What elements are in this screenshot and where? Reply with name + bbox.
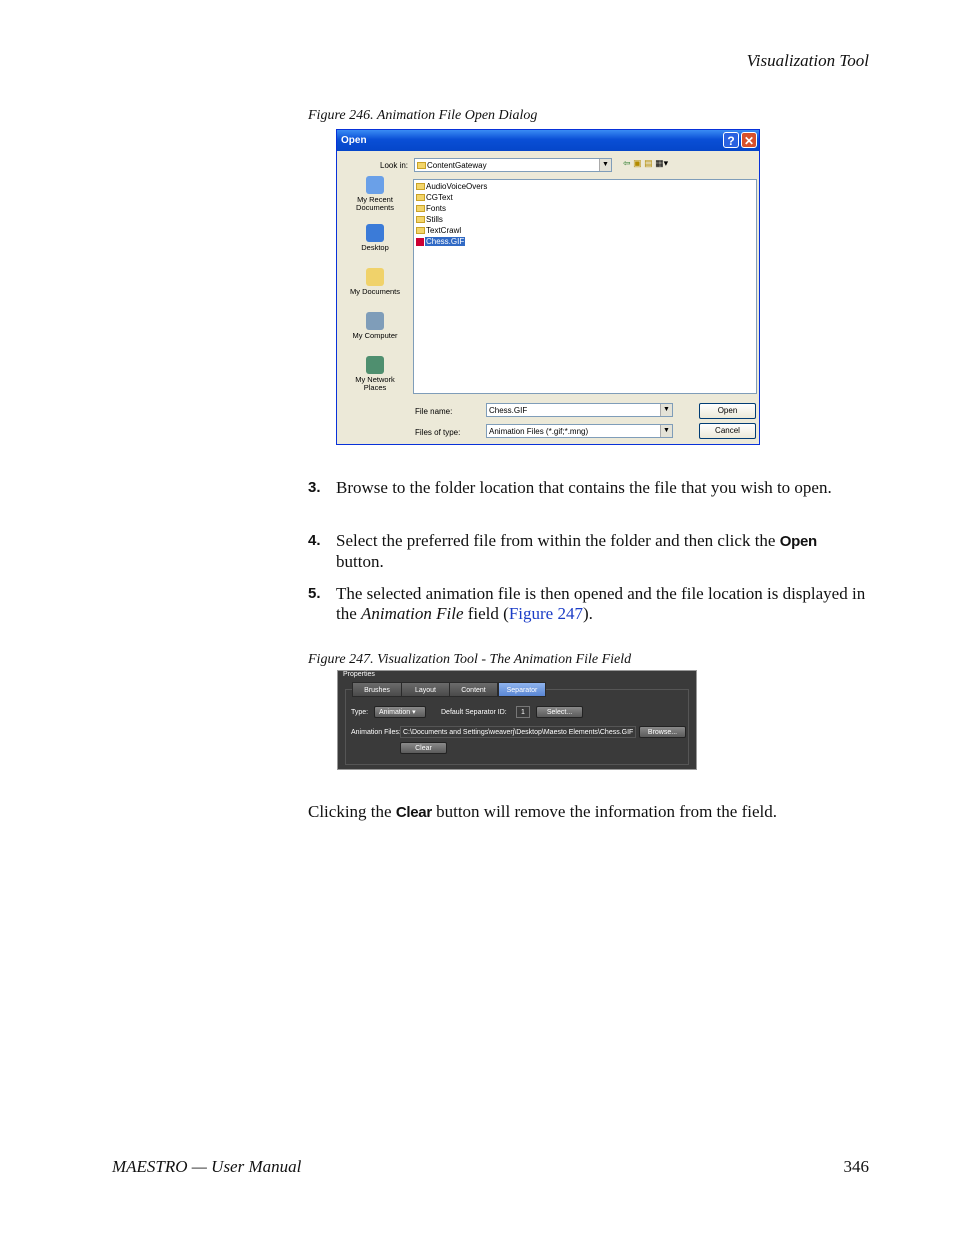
browse-button[interactable]: Browse... — [639, 726, 686, 738]
file-name: Fonts — [426, 204, 447, 213]
animation-files-field[interactable]: C:\Documents and Settings\weaverj\Desktop\Maesto Elements\Chess.GIF — [400, 726, 636, 738]
list-item[interactable] — [416, 182, 487, 192]
footer-manual-title: MAESTRO — User Manual — [112, 1157, 302, 1176]
chevron-down-icon: ▼ — [660, 404, 672, 416]
ui-term-open: Open — [779, 533, 817, 550]
place-label: My Recent Documents — [356, 195, 394, 212]
properties-panel — [337, 670, 697, 770]
text-segment: Clicking the — [308, 802, 396, 821]
clear-button[interactable]: Clear — [400, 742, 447, 754]
select-button[interactable]: Select... — [536, 706, 583, 718]
closing-paragraph — [308, 802, 888, 822]
type-label: Type: — [351, 709, 369, 716]
folder-icon — [416, 205, 425, 212]
step-text — [336, 584, 868, 624]
emphasis-animation-file: Animation File — [361, 604, 464, 623]
place-my-network[interactable] — [343, 356, 407, 392]
type-dropdown[interactable] — [374, 706, 426, 718]
step-text — [336, 531, 868, 572]
file-list[interactable] — [413, 179, 757, 394]
file-name: Chess.GIF — [426, 237, 465, 246]
my-documents-icon — [366, 268, 384, 286]
up-folder-icon[interactable]: ▣ — [633, 158, 642, 168]
text-segment: ). — [582, 604, 593, 623]
type-value: Animation — [379, 709, 411, 716]
file-name: AudioVoiceOvers — [426, 182, 488, 191]
tab-brushes[interactable]: Brushes — [352, 682, 402, 697]
place-label: Desktop — [361, 243, 389, 252]
list-item[interactable] — [416, 193, 453, 203]
back-icon[interactable]: ⇦ — [623, 158, 631, 168]
my-computer-icon — [366, 312, 384, 330]
place-my-computer[interactable] — [343, 312, 407, 340]
place-label: My Network Places — [355, 375, 395, 392]
figure-247-link[interactable]: Figure 247 — [508, 604, 583, 623]
file-name-value: Chess.GIF — [489, 406, 528, 415]
file-name-label: File name: — [415, 407, 453, 416]
list-item-selected[interactable] — [416, 237, 465, 247]
separator-id-label: Default Separator ID: — [441, 709, 507, 716]
file-name: CGText — [426, 193, 453, 202]
look-in-combo[interactable] — [414, 158, 612, 172]
text-segment: button will remove the information from the field. — [431, 802, 777, 821]
look-in-value: ContentGateway — [427, 161, 487, 170]
help-icon[interactable]: ? — [723, 132, 739, 148]
animation-files-label: Animation Files: — [351, 729, 401, 736]
cancel-button[interactable]: Cancel — [699, 423, 756, 439]
step-3 — [308, 478, 868, 498]
folder-icon — [417, 162, 426, 169]
text-segment: field ( — [463, 604, 509, 623]
look-in-label: Look in: — [380, 161, 409, 170]
tab-content[interactable]: Content — [449, 682, 498, 697]
files-of-type-value: Animation Files (*.gif;*.mng) — [489, 427, 589, 436]
place-recent[interactable] — [343, 176, 407, 212]
recent-documents-icon — [366, 176, 384, 194]
files-of-type-label: Files of type: — [415, 428, 461, 437]
place-my-documents[interactable] — [343, 268, 407, 296]
files-of-type-select[interactable] — [486, 424, 673, 438]
folder-icon — [416, 216, 425, 223]
file-name-field[interactable] — [486, 403, 673, 417]
folder-icon — [416, 183, 425, 190]
panel-title: Properties — [343, 671, 375, 678]
close-icon[interactable]: ✕ — [741, 132, 757, 148]
list-item[interactable] — [416, 204, 446, 214]
file-name: Stills — [426, 215, 443, 224]
page-number: 346 — [843, 1157, 869, 1176]
chevron-down-icon: ▼ — [599, 159, 611, 171]
tab-layout[interactable]: Layout — [401, 682, 450, 697]
step-number: 3. — [308, 479, 321, 496]
folder-icon — [416, 227, 425, 234]
place-desktop[interactable] — [343, 224, 407, 252]
step-4 — [308, 531, 868, 572]
open-dialog — [336, 129, 760, 445]
step-number: 5. — [308, 585, 321, 602]
views-menu-icon[interactable]: ▦▾ — [655, 158, 669, 168]
folder-icon — [416, 194, 425, 201]
step-number: 4. — [308, 532, 321, 549]
text-segment: Select the preferred file from within the folder and then click the — [336, 531, 780, 550]
chevron-down-icon: ▾ — [412, 709, 416, 716]
dialog-title: Open — [341, 135, 367, 146]
running-header: Visualization Tool — [746, 51, 869, 70]
file-name: TextCrawl — [426, 226, 462, 235]
list-item[interactable] — [416, 226, 461, 236]
nav-toolbar — [623, 158, 668, 169]
place-label: My Documents — [349, 287, 400, 296]
figure-246-caption: Figure 246. Animation File Open Dialog — [308, 108, 538, 123]
step-5 — [308, 584, 868, 624]
open-button[interactable]: Open — [699, 403, 756, 419]
separator-id-field[interactable]: 1 — [516, 706, 530, 718]
new-folder-icon[interactable]: ▤ — [644, 158, 653, 168]
desktop-icon — [366, 224, 384, 242]
tab-separator[interactable]: Separator — [498, 682, 546, 697]
chevron-down-icon: ▼ — [660, 425, 672, 437]
network-places-icon — [366, 356, 384, 374]
place-label: My Computer — [352, 331, 398, 340]
text-segment: The selected animation file is then opened and the file location is displayed in the — [336, 584, 866, 623]
ui-term-clear: Clear — [395, 804, 432, 821]
list-item[interactable] — [416, 215, 443, 225]
figure-247-caption: Figure 247. Visualization Tool - The Animation File Field — [308, 652, 632, 667]
step-text: Browse to the folder location that contains the file that you wish to open. — [336, 478, 832, 497]
text-segment: button. — [336, 552, 384, 571]
gif-file-icon — [416, 238, 424, 246]
dialog-titlebar[interactable] — [337, 130, 759, 151]
